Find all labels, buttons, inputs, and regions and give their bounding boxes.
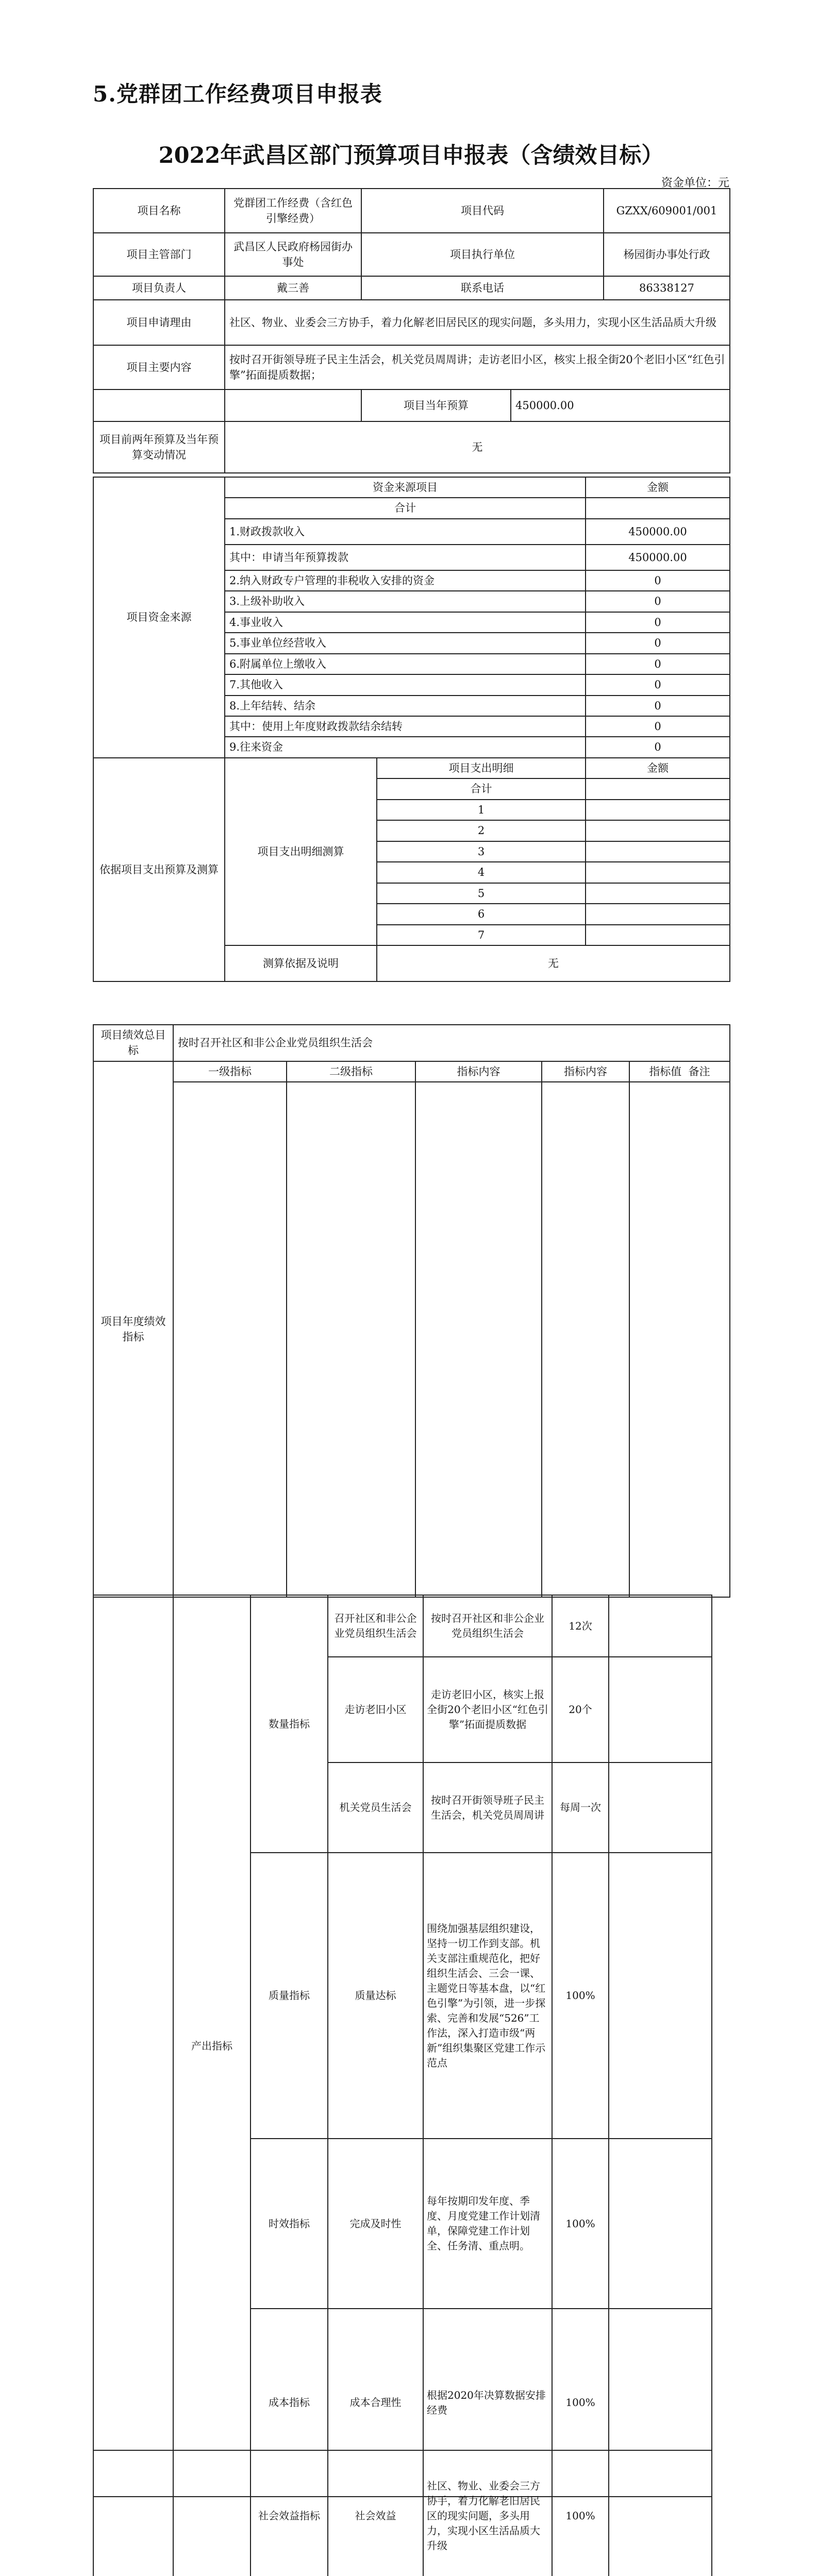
- time-desc: 每年按期印发年度、季度、月度党建工作计划清单，保障党建工作计划全、任务清、重点明。: [423, 2139, 552, 2309]
- funding-row-amount: 0: [586, 674, 730, 695]
- quality-remark: [609, 1853, 712, 2139]
- funding-row-amount: 0: [586, 696, 730, 716]
- qty-desc-3: 按时召开街领导班子民主生活会，机关党员周周讲: [423, 1762, 552, 1853]
- qty-value-3: 每周一次: [552, 1762, 609, 1853]
- perf-header-level2: 二级指标: [287, 1061, 415, 1082]
- funding-row-amount: 0: [586, 633, 730, 653]
- effect-label: [173, 2450, 251, 2576]
- time-remark: [609, 2139, 712, 2309]
- expense-row-name: 1: [377, 800, 586, 820]
- reason-label: 项目申请理由: [93, 300, 225, 345]
- expense-row-name: 3: [377, 841, 586, 862]
- output-outer-cell: [93, 1595, 173, 2497]
- time-value: 100%: [552, 2139, 609, 2309]
- perf-total-label: 项目绩效总目标: [93, 1025, 173, 1061]
- social-content: 社会效益: [328, 2450, 423, 2576]
- funding-row-name: 6.附属单位上缴收入: [225, 654, 586, 674]
- funding-row-name: 其中：使用上年度财政拨款结余结转: [225, 716, 586, 737]
- qty-content-3: 机关党员生活会: [328, 1762, 423, 1853]
- cost-value: 100%: [552, 2309, 609, 2497]
- change-label: 项目前两年预算及当年预算变动情况: [93, 421, 225, 473]
- basic-info-table: [93, 188, 730, 473]
- output-table: [93, 1595, 712, 2497]
- funding-row-amount: 450000.00: [586, 545, 730, 570]
- expense-row-amount: [586, 778, 730, 799]
- expense-row-name: 5: [377, 883, 586, 904]
- expense-label: 依据项目支出预算及测算: [93, 758, 225, 981]
- project-code: GZXX/609001/001: [604, 189, 730, 233]
- qty-content-2: 走访老旧小区: [328, 1657, 423, 1762]
- funding-row-name: 5.事业单位经营收入: [225, 633, 586, 653]
- expense-row-amount: [586, 820, 730, 841]
- expense-basis: 无: [377, 945, 730, 981]
- perf-header-content: 指标内容: [415, 1061, 542, 1082]
- perf-header-content2: 指标内容: [542, 1061, 629, 1082]
- funding-row-amount: 0: [586, 654, 730, 674]
- funding-row-amount: 0: [586, 570, 730, 591]
- perf-blank: [173, 1082, 287, 1597]
- funding-row-name: 9.往来资金: [225, 737, 586, 757]
- quality-desc: 围绕加强基层组织建设，坚持一切工作到支部。机关支部注重规范化，把好组织生活会、三会一课、主题党日等基本盘，以“红色引擎”为引领，进一步探索、完善和发展“526”工作法，深入打造市级“两新”组织集聚区党建工作示范点: [423, 1853, 552, 2139]
- leader: 戴三善: [225, 276, 361, 300]
- content: 按时召开街领导班子民主生活会，机关党员周周讲；走访老旧小区，核实上报全街20个老旧小区“红色引擎”拓面提质数据；: [225, 345, 730, 389]
- perf-annual-label: 项目年度绩效指标: [93, 1061, 173, 1597]
- quality-label: 质量指标: [251, 1853, 328, 2139]
- funding-row-amount: 0: [586, 737, 730, 757]
- social-remark: [609, 2450, 712, 2576]
- project-name-label: 项目名称: [93, 189, 225, 233]
- qty-label: 数量指标: [251, 1595, 328, 1853]
- expense-basis-label: 测算依据及说明: [225, 945, 377, 981]
- exec: 杨园街办事处行政: [604, 233, 730, 276]
- qty-remark-1: [609, 1595, 712, 1657]
- time-label: 时效指标: [251, 2139, 328, 2309]
- funding-col-source: 资金来源项目: [225, 477, 586, 498]
- expense-row-amount: [586, 883, 730, 904]
- perf-blank: [415, 1082, 542, 1597]
- expense-detail-label: 项目支出明细测算: [225, 758, 377, 945]
- expense-row-amount: [586, 800, 730, 820]
- exec-label: 项目执行单位: [361, 233, 604, 276]
- phone: 86338127: [604, 276, 730, 300]
- change-value: 无: [225, 421, 730, 473]
- funding-row-name: 4.事业收入: [225, 612, 586, 633]
- expense-row-name: 合计: [377, 778, 586, 799]
- time-content: 完成及时性: [328, 2139, 423, 2309]
- budget-empty-cell: [93, 389, 225, 421]
- reason: 社区、物业、业委会三方协手，着力化解老旧居民区的现实问题，多头用力，实现小区生活品质大升级: [225, 300, 730, 345]
- funding-label: 项目资金来源: [93, 477, 225, 758]
- expense-col-amount: 金额: [586, 758, 730, 778]
- social-value: 100%: [552, 2450, 609, 2576]
- funding-row-name: 1.财政拨款收入: [225, 519, 586, 545]
- expense-row-amount: [586, 862, 730, 883]
- funding-row-name: 2.纳入财政专户管理的非税收入安排的资金: [225, 570, 586, 591]
- perf-blank: [287, 1082, 415, 1597]
- quality-value: 100%: [552, 1853, 609, 2139]
- expense-table: [93, 757, 730, 982]
- expense-row-amount: [586, 925, 730, 945]
- dept-label: 项目主管部门: [93, 233, 225, 276]
- cost-desc: 根据2020年决算数据安排经费: [423, 2309, 552, 2497]
- perf-blank: [629, 1082, 730, 1597]
- perf-header-level1: 一级指标: [173, 1061, 287, 1082]
- qty-desc-2: 走访老旧小区，核实上报全街20个老旧小区“红色引擎”拓面提质数据: [423, 1657, 552, 1762]
- qty-remark-3: [609, 1762, 712, 1853]
- effect-outer-cell: [93, 2450, 173, 2576]
- perf-blank: [542, 1082, 629, 1597]
- budget-label: 项目当年预算: [361, 389, 511, 421]
- dept: 武昌区人民政府杨园街办事处: [225, 233, 361, 276]
- phone-label: 联系电话: [361, 276, 604, 300]
- perf-header-value-remark: [629, 1061, 730, 1082]
- effect-table: [93, 2450, 712, 2576]
- expense-row-name: 7: [377, 925, 586, 945]
- funding-row-amount: [586, 498, 730, 518]
- qty-content-1: 召开社区和非公企业党员组织生活会: [328, 1595, 423, 1657]
- leader-label: 项目负责人: [93, 276, 225, 300]
- expense-row-amount: [586, 841, 730, 862]
- funding-row-name: 合计: [225, 498, 586, 518]
- expense-row-amount: [586, 904, 730, 924]
- main-title: 2022年武昌区部门预算项目申报表（含绩效目标）: [158, 143, 664, 168]
- expense-row-name: 6: [377, 904, 586, 924]
- expense-row-name: 4: [377, 862, 586, 883]
- funding-row-name: 8.上年结转、结余: [225, 696, 586, 716]
- content-label: 项目主要内容: [93, 345, 225, 389]
- cost-label: 成本指标: [251, 2309, 328, 2497]
- funding-row-name: 其中：申请当年预算拨款: [225, 545, 586, 570]
- qty-value-1: 12次: [552, 1595, 609, 1657]
- qty-value-2: 20个: [552, 1657, 609, 1762]
- funding-row-name: 3.上级补助收入: [225, 591, 586, 612]
- funding-row-amount: 0: [586, 612, 730, 633]
- project-code-label: 项目代码: [361, 189, 604, 233]
- funding-col-amount: 金额: [586, 477, 730, 498]
- expense-row-name: 2: [377, 820, 586, 841]
- project-name: 党群团工作经费（含红色引擎经费）: [225, 189, 361, 233]
- perf-header-remark: 备注: [688, 1065, 710, 1078]
- section-title: 5.党群团工作经费项目申报表: [93, 81, 382, 107]
- budget-value: 450000.00: [511, 389, 730, 421]
- funding-row-name: 7.其他收入: [225, 674, 586, 695]
- cost-content: 成本合理性: [328, 2309, 423, 2497]
- expense-col-detail: 项目支出明细: [377, 758, 586, 778]
- qty-desc-1: 按时召开社区和非公企业党员组织生活会: [423, 1595, 552, 1657]
- unit-label: 资金单位：元: [661, 177, 729, 190]
- social-desc: 社区、物业、业委会三方协手，着力化解老旧居民区的现实问题，多头用力，实现小区生活品质大升级: [423, 2450, 552, 2576]
- funding-row-amount: 0: [586, 716, 730, 737]
- budget-empty-cell: [225, 389, 361, 421]
- funding-row-amount: 450000.00: [586, 519, 730, 545]
- funding-table: [93, 477, 730, 758]
- output-label: 产出指标: [173, 1595, 251, 2497]
- qty-remark-2: [609, 1657, 712, 1762]
- social-label: 社会效益指标: [251, 2450, 328, 2576]
- perf-table: [93, 1024, 730, 1598]
- funding-row-amount: 0: [586, 591, 730, 612]
- quality-content: 质量达标: [328, 1853, 423, 2139]
- perf-total: 按时召开社区和非公企业党员组织生活会: [173, 1025, 730, 1061]
- perf-header-value: 指标值: [649, 1065, 682, 1078]
